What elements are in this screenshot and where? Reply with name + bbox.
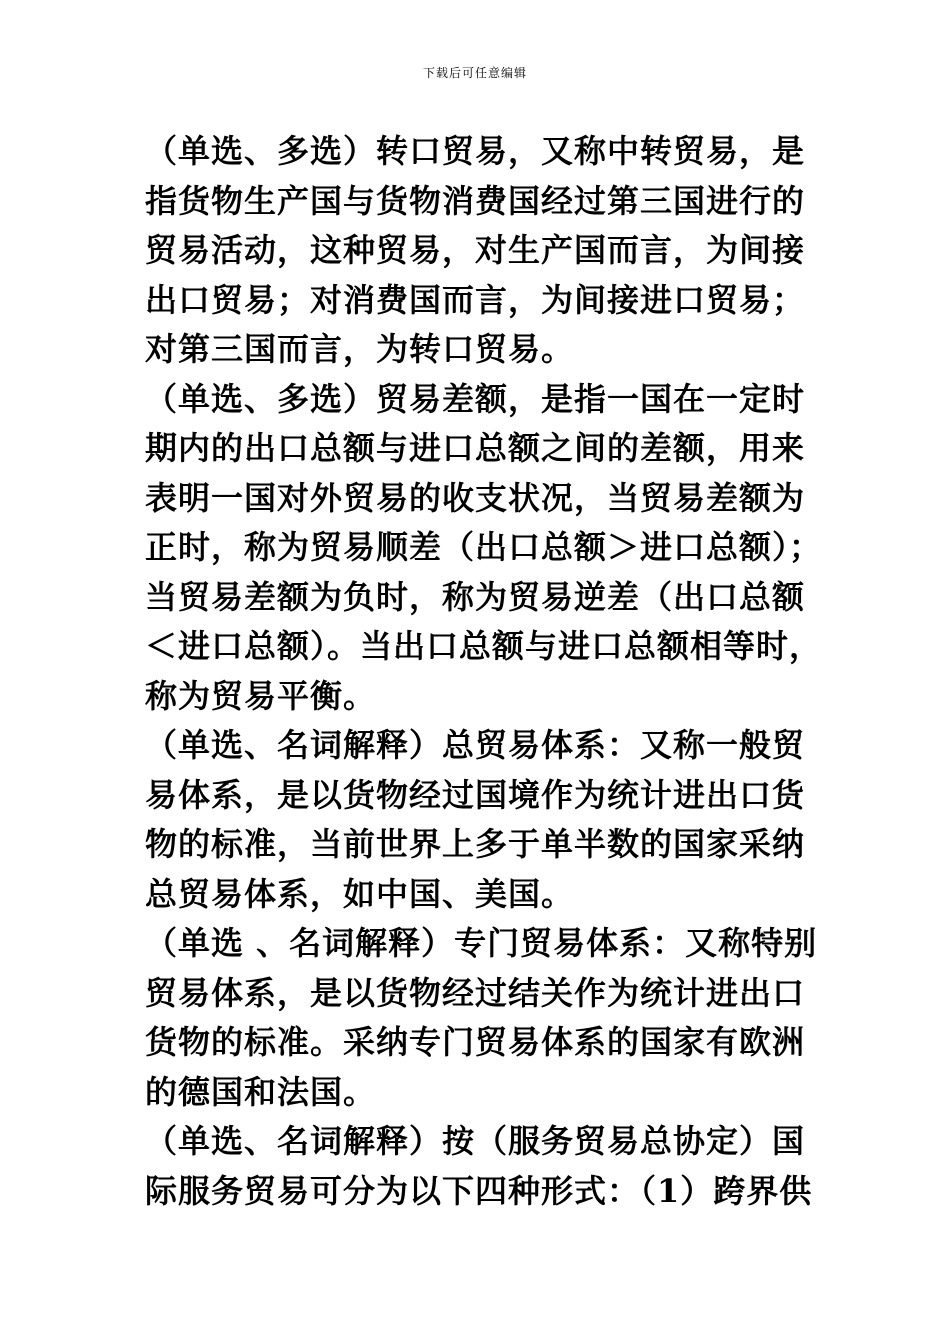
text-line: 期内的出口总额与进口总额之间的差额，用来 [145,429,806,467]
text-line: 际服务贸易可分为以下四种形式：（1）跨界供 [145,1171,813,1210]
text-line: 对第三国而言，为转口贸易。 [145,330,575,368]
paragraph-services-trade [145,1117,820,1216]
text-line: 正时，称为贸易顺差（出口总额＞进口总额）； [145,528,823,566]
page-header: 下载后可任意编辑 [422,66,527,80]
text-line: 指货物生产国与货物消费国经过第三国进行的 [145,181,806,220]
paragraph-entrepot-trade [145,127,820,375]
text-line: 出口贸易；对消费国而言，为间接进口贸易； [145,280,806,319]
text-line: 表明一国对外贸易的收支状况，当贸易差额为 [145,478,806,517]
text-line: 贸易活动，这种贸易，对生产国而言，为间接 [145,231,806,269]
text-line: （单选、名词解释）按（服务贸易总协定）国 [145,1122,806,1160]
text-line: 物的标准，当前世界上多于单半数的国家采纳 [145,825,806,863]
paragraph-general-trade-system [145,721,820,919]
text-line: ＜进口总额）。当出口总额与进口总额相等时， [145,627,823,665]
paragraph-special-trade-system [145,919,820,1117]
text-line: （单选、多选）转口贸易，又称中转贸易，是 [145,132,806,170]
paragraph-trade-balance [145,375,823,722]
text-line: 贸易体系，是以货物经过结关作为统计进出口 [145,973,806,1012]
text-line: 货物的标准。采纳专门贸易体系的国家有欧洲 [145,1023,806,1061]
text-line: 当贸易差额为负时，称为贸易逆差（出口总额 [145,577,806,616]
text-line: 总贸易体系，如中国、美国。 [145,874,575,913]
text-line: （单选、多选）贸易差额，是指一国在一定时 [145,379,806,418]
text-line: 的德国和法国。 [145,1072,377,1111]
document-body [145,127,823,1216]
text-line: 称为贸易平衡。 [145,676,377,715]
text-line: （单选 、名词解释）专门贸易体系：又称特别 [145,924,818,962]
text-line: 易体系，是以货物经过国境作为统计进出口货 [145,775,806,814]
text-line: （单选、名词解释）总贸易体系：又称一般贸 [145,726,806,764]
